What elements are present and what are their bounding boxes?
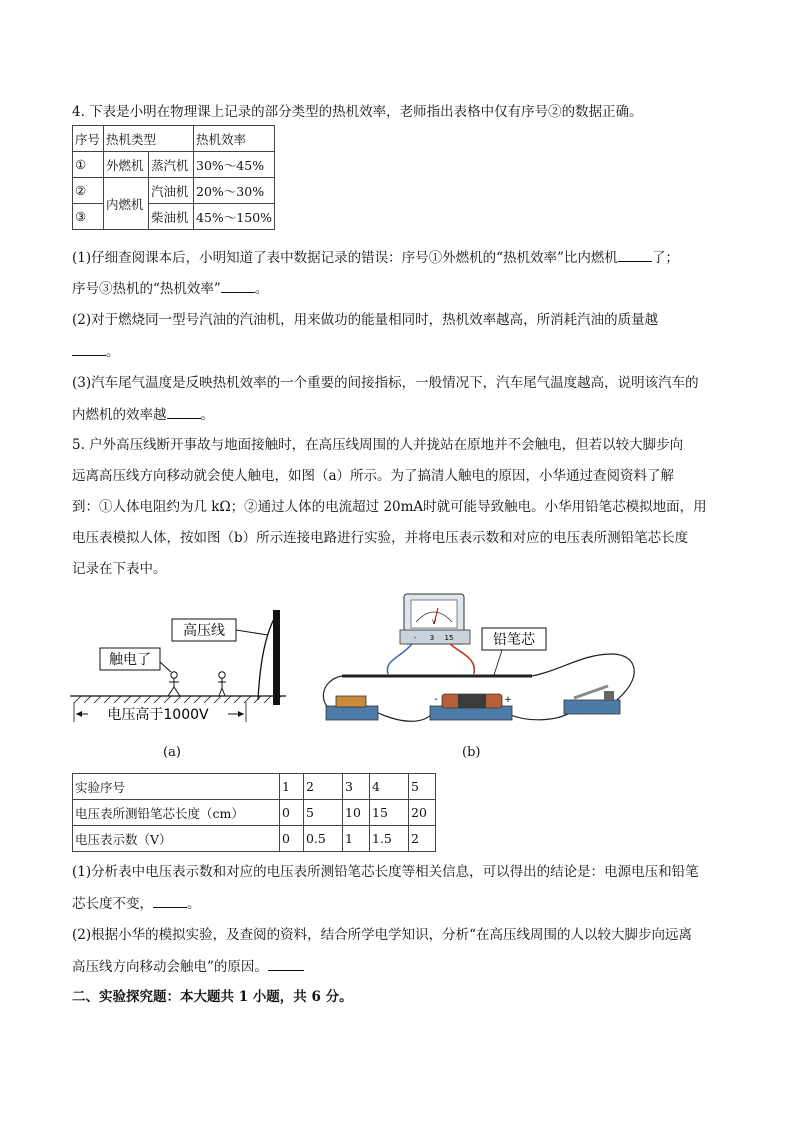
battery-plus: + (504, 695, 512, 705)
figure-a-caption: (a) (163, 745, 181, 760)
table-row (73, 204, 275, 230)
table-row (73, 126, 275, 152)
table-header: 序号 (73, 126, 104, 152)
terminal-label: 15 (444, 634, 454, 642)
table-cell: 5 (304, 800, 343, 826)
table-cell: 20%～30% (194, 178, 275, 204)
label-wire: 高压线 (183, 623, 225, 639)
q4-sub1-line2 (72, 278, 732, 299)
table-cell: 3 (343, 774, 370, 800)
q4-sub1-text: (1)仔细查阅课本后，小明知道了表中数据记录的错误：序号①外燃机的“热机效率”比内燃机 (72, 250, 618, 266)
meter-base (400, 630, 470, 644)
table-cell: 2 (304, 774, 343, 800)
q5-sub1-line1: (1)分析表中电压表示数和对应的电压表所测铅笔芯长度等相关信息，可以得出的结论是：电源电压和铅笔 (72, 864, 699, 880)
terminal-label: - (413, 634, 417, 642)
coil-icon (336, 696, 366, 707)
pole (273, 610, 280, 705)
table-cell: 蒸汽机 (149, 152, 194, 178)
q5-line3: 到：①人体电阻约为几 kΩ；②通过人体的电流超过 20mA时就可能导致触电。小华用铅笔芯模拟地面，用 (72, 499, 707, 515)
figure-b-circuit (312, 588, 652, 736)
table-cell: 30%～45% (194, 152, 275, 178)
q4-sub3-text: 内燃机的效率越 (72, 407, 167, 423)
table-row (73, 178, 275, 204)
table-cell: ③ (73, 204, 104, 230)
table-cell: 电压表所测铅笔芯长度（cm） (73, 800, 280, 826)
component-base (326, 706, 378, 720)
q5-sub1-line2 (72, 893, 732, 914)
person-shocked-icon (168, 672, 180, 696)
table-cell: 1 (343, 826, 370, 852)
q5-line1: 5. 户外高压线断开事故与地面接触时，在高压线周围的人并拢站在原地并不会触电，但若以较大脚步向 (72, 437, 684, 453)
table-cell: 10 (343, 800, 370, 826)
answer-blank (221, 278, 255, 293)
figure-b-caption: (b) (462, 745, 481, 760)
table-cell: 电压表示数（V） (73, 826, 280, 852)
q4-sub3-line1: (3)汽车尾气温度是反映热机效率的一个重要的间接指标，一般情况下，汽车尾气温度越高，说明该汽车的 (72, 375, 699, 391)
table-cell: 汽油机 (149, 178, 194, 204)
leader-line (494, 650, 502, 675)
table-cell: 0.5 (304, 826, 343, 852)
q4-intro: 4. 下表是小明在物理课上记录的部分类型的热机效率，老师指出表格中仅有序号②的数据正确。 (72, 104, 643, 120)
figure-a-high-voltage (68, 590, 298, 730)
table-cell: ② (73, 178, 104, 204)
table-cell: 5 (409, 774, 436, 800)
q4-sub1-line1 (72, 247, 732, 268)
leader-line (160, 662, 171, 672)
table-cell: 柴油机 (149, 204, 194, 230)
table-cell: 1 (280, 774, 304, 800)
person-standing-icon (218, 672, 226, 696)
table-cell: 0 (280, 800, 304, 826)
table-cell: 1.5 (370, 826, 409, 852)
q4-sub2-line1: (2)对于燃烧同一型号汽油的汽油机，用来做功的能量相同时，热机效率越高，所消耗汽油的质量越 (72, 312, 659, 328)
battery-band (458, 694, 486, 708)
table-row (73, 774, 436, 800)
q4-sub1-tail: 了； (651, 250, 679, 266)
answer-blank (268, 956, 304, 971)
q5-sub2-line1: (2)根据小华的模拟实验，及查阅的资料，结合所学电学知识，分析“在高压线周围的人以较大脚步向远离 (72, 927, 693, 943)
switch-base (564, 700, 620, 714)
battery-minus: - (434, 694, 438, 705)
table-cell: 外燃机 (104, 152, 149, 178)
q4-sub3-end: 。 (200, 407, 214, 423)
q5-line4: 电压表模拟人体，按如图（b）所示连接电路进行实验，并将电压表示数和对应的电压表所测铅笔芯长度 (72, 530, 689, 546)
q5-data-table (72, 773, 436, 852)
table-row (73, 800, 436, 826)
table-header: 热机类型 (104, 126, 194, 152)
ground-hatch (74, 696, 281, 703)
arrow-right-icon (238, 711, 244, 717)
table-cell: 20 (409, 800, 436, 826)
table-cell-merged: 内燃机 (104, 178, 149, 230)
table-cell: 15 (370, 800, 409, 826)
terminal-label: 3 (429, 634, 435, 642)
wire (532, 654, 634, 704)
blue-lead (387, 644, 412, 674)
red-lead (450, 644, 474, 674)
label-lead: 铅笔芯 (493, 632, 535, 648)
table-row (73, 152, 275, 178)
q4-sub1-end: 。 (254, 281, 269, 297)
q5-line5: 记录在下表中。 (72, 561, 167, 577)
label-voltage: 电压高于1000V (107, 707, 209, 723)
q4-sub2-line2 (72, 341, 732, 362)
q5-line2: 远离高压线方向移动就会使人触电，如图（a）所示。为了搞清人触电的原因，小华通过查阅资料了解 (72, 468, 675, 484)
switch-clip (604, 691, 614, 700)
leader-line (236, 630, 268, 635)
label-shock: 触电了 (109, 652, 151, 668)
table-cell: 4 (370, 774, 409, 800)
table-cell: ① (73, 152, 104, 178)
q4-sub2-end: 。 (106, 344, 120, 360)
switch-icon (574, 686, 608, 698)
table-cell: 2 (409, 826, 436, 852)
section-heading: 二、实验探究题：本大题共 1 小题，共 6 分。 (72, 989, 353, 1005)
meter-unit: V (431, 619, 437, 626)
q4-efficiency-table (72, 125, 275, 230)
q5-sub1-end: 。 (187, 896, 201, 912)
arrow-left-icon (76, 711, 82, 717)
table-row (73, 826, 436, 852)
answer-blank (153, 893, 187, 908)
q5-sub2-text: 高压线方向移动会触电”的原因。 (72, 959, 268, 975)
table-header: 热机效率 (194, 126, 275, 152)
q5-sub2-line2 (72, 956, 732, 977)
q4-sub3-line2 (72, 404, 732, 425)
answer-blank (167, 404, 201, 419)
q4-sub1-text2: 序号③热机的“热机效率” (72, 281, 221, 297)
answer-blank (72, 341, 106, 356)
answer-blank (618, 247, 652, 262)
q5-sub1-text: 芯长度不变， (72, 896, 153, 912)
table-cell: 实验序号 (73, 774, 280, 800)
wire (376, 712, 432, 721)
table-cell: 45%～150% (194, 204, 275, 230)
table-cell: 0 (280, 826, 304, 852)
